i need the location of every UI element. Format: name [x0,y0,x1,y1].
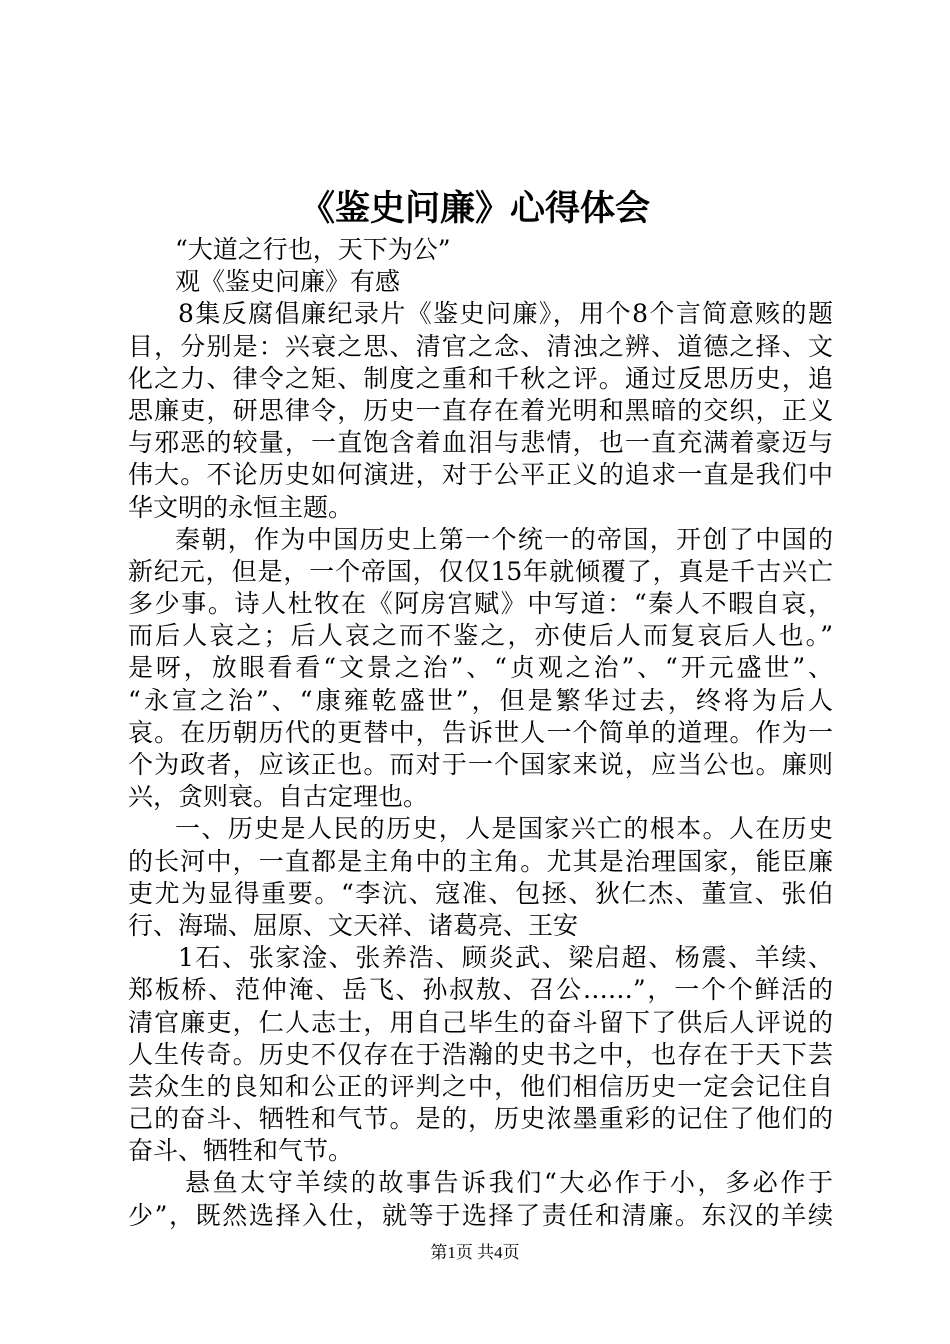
body-line: 悬鱼太守羊续的故事告诉我们“大必作于小，多必作于 [185,1168,833,1198]
page-footer: 第1页 共4页 [430,1243,520,1262]
body-line: 与邪恶的较量，一直饱含着血泪与悲情，也一直充满着豪迈与 [128,428,833,458]
body-line: 新纪元，但是，一个帝国，仅仅15年就倾覆了，真是千古兴亡 [128,556,833,586]
body-line: 8集反腐倡廉纪录片《鉴史问廉》，用个8个言简意赅的题 [178,299,833,329]
body-line: 人生传奇。历史不仅存在于浩瀚的史书之中，也存在于天下芸 [128,1039,833,1069]
body-line: 己的奋斗、牺牲和气节。是的，历史浓墨重彩的记住了他们的 [128,1104,833,1134]
body-line: 一、历史是人民的历史，人是国家兴亡的根本。人在历史 [175,814,833,844]
body-line: 思廉吏，研思律令，历史一直存在着光明和黑暗的交织，正义 [128,395,833,425]
body-line: 的长河中，一直都是主角中的主角。尤其是治理国家，能臣廉 [128,846,833,876]
body-line: 而后人哀之；后人哀之而不鉴之，亦使后人而复哀后人也。” [128,621,833,651]
body-line: 吏尤为显得重要。“李沆、寇准、包拯、狄仁杰、董宣、张伯 [128,878,833,908]
body-line: 是呀，放眼看看“文景之治”、“贞观之治”、“开元盛世”、 [128,653,833,683]
body-line: 化之力、律令之矩、制度之重和千秋之评。通过反思历史，追 [128,363,833,393]
body-line: 兴，贪则衰。自古定理也。 [128,782,429,812]
body-line: 目，分别是：兴衰之思、清官之念、清浊之辨、道德之择、文 [128,331,833,361]
body-line: 个为政者，应该正也。而对于一个国家来说，应当公也。廉则 [128,750,833,779]
body-line: 观《鉴史问廉》有感 [175,267,401,297]
body-line: 奋斗、牺牲和气节。 [128,1136,354,1166]
body-line: “大道之行也，天下为公” [175,235,451,264]
document-body [128,234,833,1232]
body-line: 伟大。不论历史如何演进，对于公平正义的追求一直是我们中 [128,460,833,490]
body-line: 少”，既然选择入仕，就等于选择了责任和清廉。东汉的羊续 [128,1200,833,1230]
body-line: 哀。在历朝历代的更替中，告诉世人一个简单的道理。作为一 [128,717,833,747]
body-line: 清官廉吏，仁人志士，用自己毕生的奋斗留下了供后人评说的 [128,1007,833,1037]
body-line: 1石、张家淦、张养浩、顾炎武、梁启超、杨震、羊续、 [178,943,833,973]
body-line: 多少事。诗人杜牧在《阿房宫赋》中写道：“秦人不暇自哀， [128,589,833,619]
body-line: 郑板桥、范仲淹、岳飞、孙叔敖、召公……”，一个个鲜活的 [128,975,833,1005]
body-line: 芸众生的良知和公正的评判之中，他们相信历史一定会记住自 [128,1071,833,1101]
body-line: “永宣之治”、“康雍乾盛世”，但是繁华过去，终将为后人 [128,685,833,715]
body-line: 行、海瑞、屈原、文天祥、诸葛亮、王安 [128,910,579,940]
body-line: 华文明的永恒主题。 [128,492,354,522]
body-line: 秦朝，作为中国历史上第一个统一的帝国，开创了中国的 [175,524,833,554]
document-title: 《鉴史问廉》心得体会 [299,189,650,229]
